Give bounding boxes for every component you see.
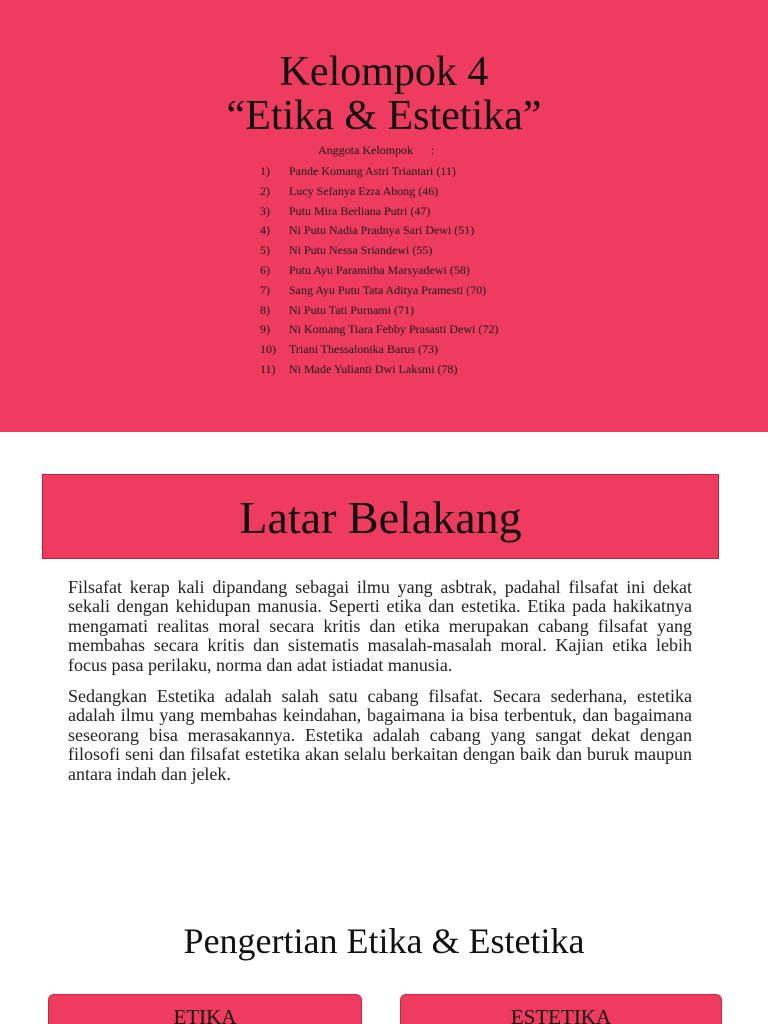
member-name: Ni Putu Nadia Pradnya Sari Dewi (51) [289,223,475,238]
latar-belakang-paragraph-2: Sedangkan Estetika adalah salah satu cabang filsafat. Secara sederhana, estetika adalah ilmu yang membahas keindahan, bagaimana ia bisa terbentuk, dan bagaimana seseorang bisa merasakannya. Estetika adalah cabang yang sangat dekat dengan filosofi seni dan filsafat estetika akan selalu berkaitan dengan baik dan buruk maupun antara indah dan jelek. [68,686,692,784]
member-name: Sang Ayu Putu Tata Aditya Pramesti (70) [289,282,487,297]
member-number: 2) [260,183,270,198]
member-name: Putu Ayu Paramitha Marsyadewi (58) [289,262,470,277]
member-number: 5) [260,243,270,258]
member-number: 11) [260,361,276,376]
member-name: Pande Komang Astri Triantari (11) [289,164,456,178]
member-name: Ni Putu Tati Purnami (71) [289,302,414,317]
member-item [260,342,560,362]
member-item [260,362,560,382]
member-item [260,303,560,323]
member-item [260,243,560,263]
member-number: 6) [260,262,270,277]
estetika-box-label: ESTETIKA [510,1005,612,1024]
member-number: 8) [260,302,270,317]
member-item [260,283,560,303]
etika-box-label: ETIKA [173,1005,237,1024]
member-name: Ni Putu Nessa Sriandewi (55) [289,243,433,258]
member-number: 4) [260,223,270,238]
member-number: 1) [260,164,270,178]
member-item [260,322,560,342]
member-item [260,184,560,204]
member-number: 7) [260,282,270,297]
member-item [260,204,560,224]
member-item [260,263,560,283]
member-name: Ni Komang Tiara Febby Prasasti Dewi (72) [289,322,499,337]
pengertian-heading: Pengertian Etika & Estetika [183,921,585,961]
member-name: Triani Thessalonika Barus (73) [289,342,438,357]
member-name: Putu Mira Berliana Putri (47) [289,203,431,218]
etika-box [48,994,362,1024]
latar-belakang-heading: Latar Belakang [239,492,522,543]
member-number: 9) [260,322,270,337]
member-list [260,164,560,382]
member-number: 3) [260,203,270,218]
member-name: Lucy Sefanya Ezra Abong (46) [289,183,439,198]
latar-belakang-banner [42,474,719,559]
member-number: 10) [260,342,276,357]
member-item [260,223,560,243]
member-item [260,164,560,184]
members-header: Anggota Kelompok : [318,143,435,157]
estetika-box [400,994,722,1024]
title-line-topic: “Etika & Estetika” [226,93,542,139]
title-slide [0,0,768,432]
latar-belakang-paragraph-1: Filsafat kerap kali dipandang sebagai ilmu yang asbtrak, padahal filsafat ini dekat sekali dengan kehidupan manusia. Seperti etika dan estetika. Etika pada hakikatnya mengamati realitas moral secara kritis dan etika merupakan cabang filsafat yang membahas secara kritis dan sistematis masalah-masalah moral. Kajian etika lebih focus pasa perilaku, norma dan adat istiadat manusia. [68,577,692,675]
member-name: Ni Made Yulianti Dwi Laksmi (78) [289,361,458,376]
title-line-group: Kelompok 4 [279,49,489,95]
